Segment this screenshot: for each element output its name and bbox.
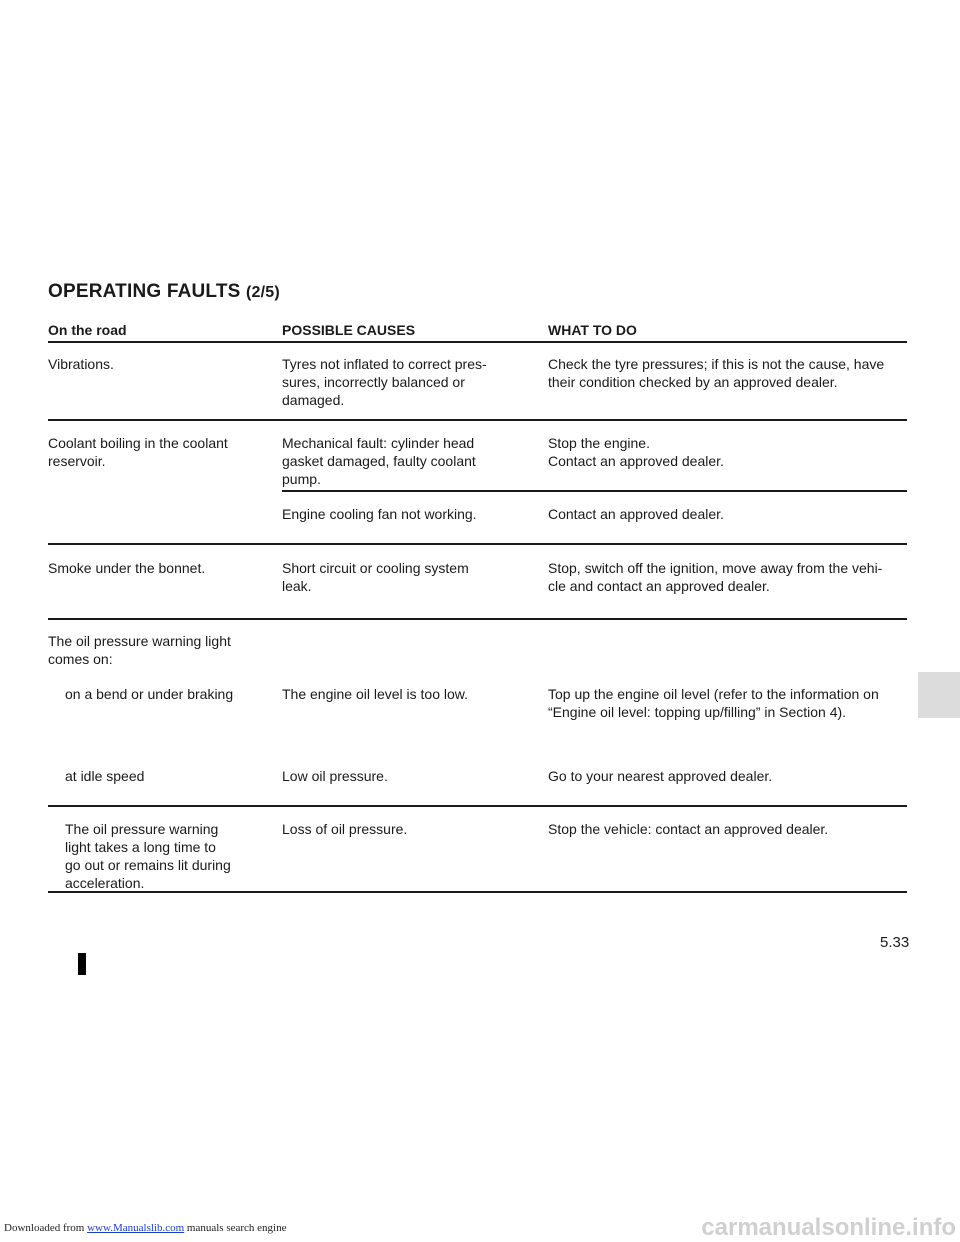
footer-prefix: Downloaded from [4,1222,85,1234]
title-main: OPERATING FAULTS [48,281,241,302]
watermark: carmanualsonline.info [701,1214,956,1241]
row-8-situation: The oil pressure warning light takes a long time to go out or remains lit during acceleration. [65,821,231,891]
row-7-situation: at idle speed [65,768,145,784]
row-rule [48,543,907,545]
row-1-cause: Tyres not inflated to correct pres- sures, incorrectly balanced or damaged. [282,356,487,408]
header-action: WHAT TO DO [548,322,637,338]
row-8-cause: Loss of oil pressure. [282,821,408,837]
table-bottom-rule [48,891,907,893]
row-4-action: Stop, switch off the ignition, move away from the vehi- cle and contact an approved dealer. [548,560,883,594]
header-causes: POSSIBLE CAUSES [282,322,416,338]
row-1-action: Check the tyre pressures; if this is not the cause, have their condition checked by an approved dealer. [548,356,885,390]
footer-link[interactable]: www.Manualslib.com [87,1222,185,1234]
footer-suffix: manuals search engine [186,1222,287,1234]
row-2-situation: Coolant boiling in the coolant reservoir. [48,435,228,469]
row-4-cause: Short circuit or cooling system leak. [282,560,469,594]
page-title [48,281,280,303]
row-5-situation: The oil pressure warning light comes on: [48,633,231,667]
download-footer [4,1222,286,1234]
row-6-cause: The engine oil level is too low. [282,686,468,702]
row-2-action: Stop the engine. Contact an approved dealer. [548,435,724,469]
row-4-situation: Smoke under the bonnet. [48,560,206,576]
row-6-situation: on a bend or under braking [65,686,234,702]
row-3-cause: Engine cooling fan not working. [282,506,477,522]
row-rule [48,618,907,620]
row-7-cause: Low oil pressure. [282,768,388,784]
sub-row-rule [282,490,907,492]
row-rule [48,805,907,807]
registration-mark [78,953,86,975]
title-part: (2/5) [245,284,280,301]
row-1-situation: Vibrations. [48,356,114,372]
header-rule [48,341,907,343]
page-number: 5.33 [880,934,910,951]
row-6-action: Top up the engine oil level (refer to the information on “Engine oil level: topping up/filling” in Section 4). [548,686,879,720]
section-thumb-tab [918,672,960,718]
row-7-action: Go to your nearest approved dealer. [548,768,773,784]
row-rule [48,419,907,421]
header-situation: On the road [48,322,127,338]
row-8-action: Stop the vehicle: contact an approved dealer. [548,821,829,837]
row-3-action: Contact an approved dealer. [548,506,724,522]
row-2-cause: Mechanical fault: cylinder head gasket damaged, faulty coolant pump. [282,435,476,487]
